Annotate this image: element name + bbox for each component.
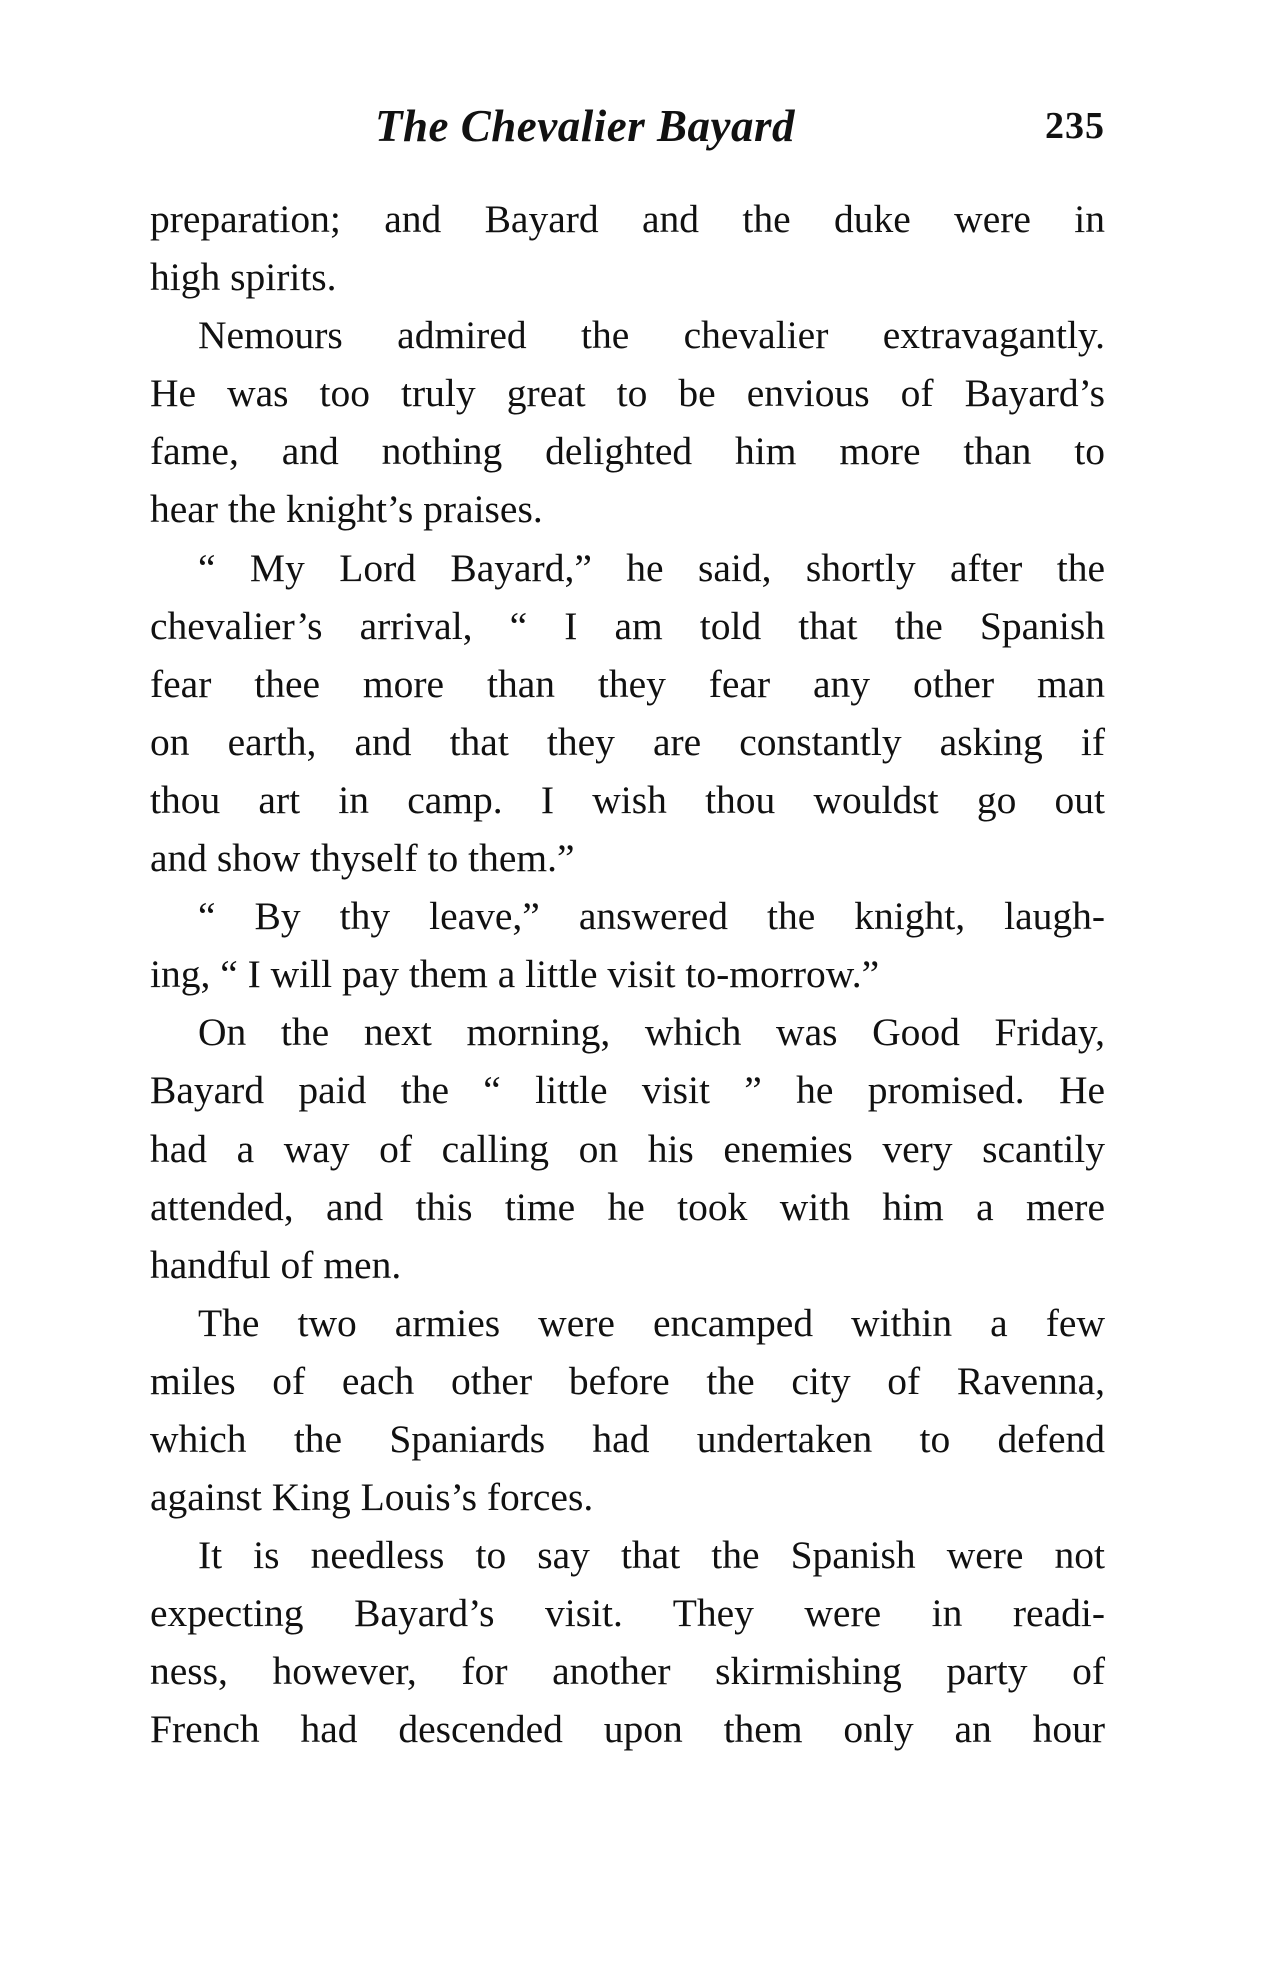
text-line: ness, however, for another skirmishing party of <box>150 1649 1105 1694</box>
text-line: Nemours admired the chevalier extravagantly. <box>198 313 1105 358</box>
text-line: handful of men. <box>150 1242 402 1287</box>
text-line: chevalier’s arrival, “ I am told that the Spanish <box>150 603 1105 648</box>
running-title: The Chevalier Bayard <box>375 101 795 151</box>
text-line: miles of each other before the city of Ravenna, <box>150 1358 1105 1403</box>
page-number: 235 <box>1045 105 1105 147</box>
text-line: The two armies were encamped within a few <box>198 1300 1105 1345</box>
text-line: On the next morning, which was Good Friday, <box>198 1010 1105 1055</box>
text-line: expecting Bayard’s visit. They were in readi- <box>150 1591 1105 1636</box>
text-line: French had descended upon them only an hour <box>150 1707 1105 1752</box>
text-line: It is needless to say that the Spanish were not <box>198 1533 1105 1578</box>
text-line: He was too truly great to be envious of Bayard’s <box>150 371 1105 416</box>
text-line: hear the knight’s praises. <box>150 487 543 532</box>
paragraph <box>150 1294 1105 1526</box>
text-line: against King Louis’s forces. <box>150 1475 594 1520</box>
text-line: had a way of calling on his enemies very scantily <box>150 1126 1105 1171</box>
paragraph <box>150 190 1105 306</box>
text-line: “ By thy leave,” answered the knight, laugh- <box>198 894 1105 939</box>
paragraph <box>150 1003 1105 1293</box>
text-line: thou art in camp. I wish thou wouldst go out <box>150 777 1105 822</box>
text-line: “ My Lord Bayard,” he said, shortly after the <box>198 545 1105 590</box>
text-line: attended, and this time he took with him a mere <box>150 1184 1105 1229</box>
text-line: fame, and nothing delighted him more than to <box>150 429 1105 474</box>
paragraph <box>150 539 1105 888</box>
text-line: Bayard paid the “ little visit ” he promised. He <box>150 1068 1105 1113</box>
text-line: preparation; and Bayard and the duke were in <box>150 197 1105 241</box>
body-text <box>150 190 1105 1759</box>
text-line: which the Spaniards had undertaken to defend <box>150 1416 1105 1461</box>
text-line: high spirits. <box>150 255 337 300</box>
text-line: and show thyself to them.” <box>150 836 575 881</box>
paragraph <box>150 306 1105 538</box>
text-line: on earth, and that they are constantly asking if <box>150 719 1105 764</box>
paragraph <box>150 1526 1105 1758</box>
text-line: fear thee more than they fear any other man <box>150 661 1105 706</box>
paragraph <box>150 887 1105 1003</box>
running-head <box>150 100 1105 170</box>
text-line: ing, “ I will pay them a little visit to-morrow.” <box>150 952 880 997</box>
